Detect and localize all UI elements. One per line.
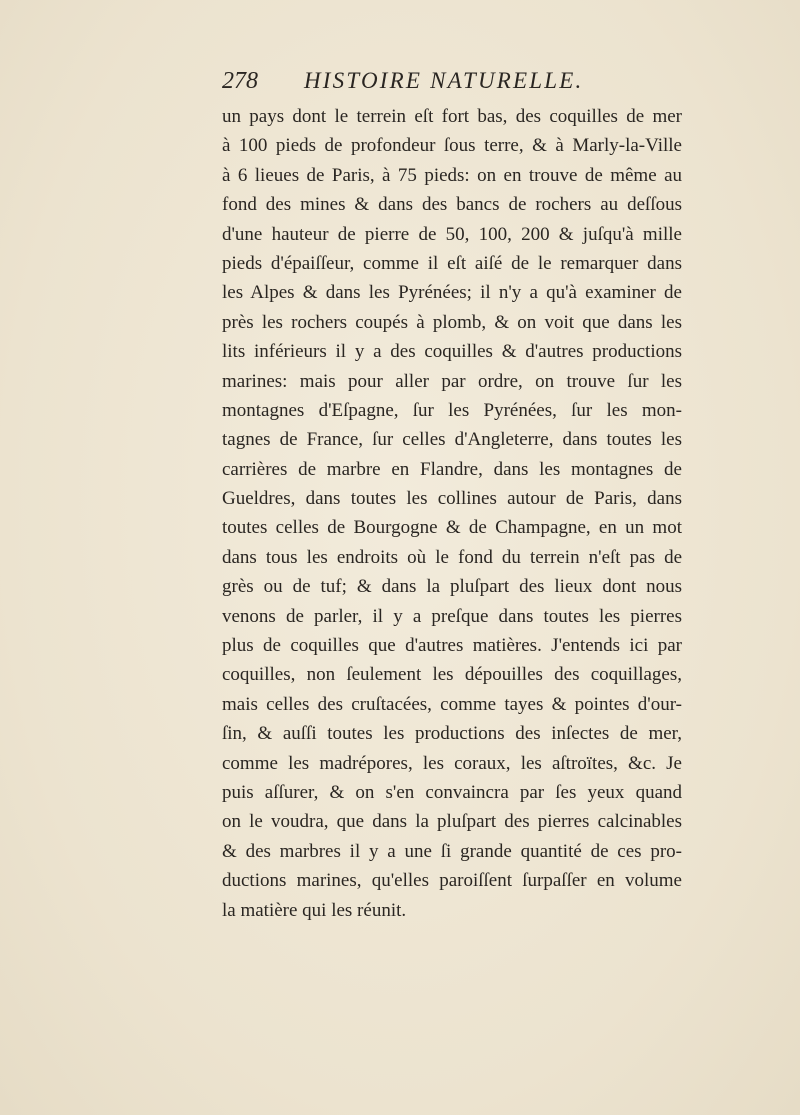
text-line: comme les madrépores, les coraux, les aſtroïtes, &c. Je [222,752,682,774]
text-line: & des marbres il y a une ſi grande quantité de ces pro- [222,840,682,862]
text-line: d'une hauteur de pierre de 50, 100, 200 & juſqu'à mille [222,223,682,245]
text-line: toutes celles de Bourgogne & de Champagne, en un mot [222,517,682,539]
text-line: dans tous les endroits où le fond du terrein n'eſt pas de [222,546,682,568]
text-line: tagnes de France, ſur celles d'Angleterre, dans toutes les [222,429,682,451]
text-line: carrières de marbre en Flandre, dans les montagnes de [222,458,682,480]
text-line: ductions marines, qu'elles paroiſſent ſurpaſſer en volume [222,870,682,892]
running-title: HISTOIRE NATURELLE. [304,68,584,93]
text-line: près les rochers coupés à plomb, & on voit que dans les [222,311,682,333]
text-line: grès ou de tuf; & dans la pluſpart des lieux dont nous [222,576,682,598]
text-line: coquilles, non ſeulement les dépouilles des coquillages, [222,664,682,686]
text-line: montagnes d'Eſpagne, ſur les Pyrénées, ſur les mon- [222,399,682,421]
text-line: mais celles des cruſtacées, comme tayes & pointes d'our- [222,693,682,715]
text-line: les Alpes & dans les Pyrénées; il n'y a qu'à examiner de [222,282,682,304]
text-line: pieds d'épaiſſeur, comme il eſt aiſé de le remarquer dans [222,252,682,274]
text-line: puis aſſurer, & on s'en convaincra par ſes yeux quand [222,781,682,803]
text-line: ſin, & auſſi toutes les productions des inſectes de mer, [222,723,682,745]
text-line: un pays dont le terrein eſt fort bas, des coquilles de mer [222,106,682,127]
text-line: marines: mais pour aller par ordre, on trouve ſur les [222,370,682,392]
text-line: Gueldres, dans toutes les collines autour de Paris, dans [222,488,682,510]
page-header [222,66,662,100]
text-line: on le voudra, que dans la pluſpart des pierres calcinables [222,811,682,833]
text-line: la matière qui les réunit. [222,899,407,921]
text-line: fond des mines & dans des bancs de rochers au deſſous [222,194,682,216]
text-line: venons de parler, il y a preſque dans toutes les pierres [222,605,682,627]
text-line: à 6 lieues de Paris, à 75 pieds: on en trouve de même au [222,164,682,186]
text-line: à 100 pieds de profondeur ſous terre, & à Marly-la-Ville [222,135,682,157]
text-line: lits inférieurs il y a des coquilles & d'autres productions [222,341,682,363]
page-number: 278 [222,68,258,94]
body-text [222,102,682,925]
text-line: plus de coquilles que d'autres matières. J'entends ici par [222,635,682,657]
